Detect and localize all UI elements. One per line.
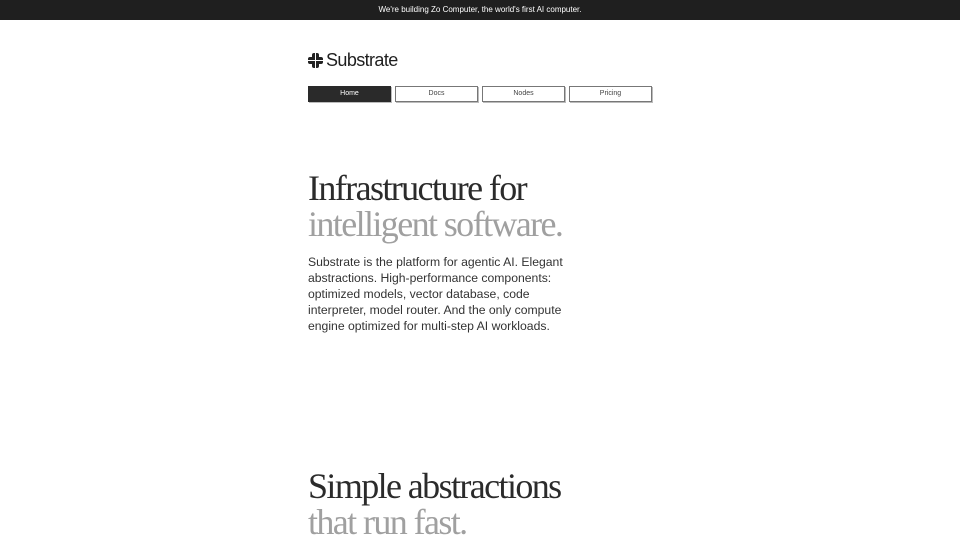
banner-text: We're building Zo Computer, the world's first AI computer.: [378, 5, 582, 14]
hero-title-line2: intelligent software.: [308, 204, 563, 244]
nav-pricing[interactable]: Pricing: [569, 86, 652, 102]
announcement-banner[interactable]: [0, 0, 960, 20]
nav-docs[interactable]: Docs: [395, 86, 478, 102]
substrate-logo-icon: [308, 53, 323, 68]
section-title: [308, 468, 561, 540]
nav-home[interactable]: Home: [308, 86, 391, 102]
brand-name: Substrate: [326, 50, 398, 70]
section-title-line1: Simple abstractions: [308, 466, 561, 506]
hero-title: [308, 170, 562, 242]
hero-title-line1: Infrastructure for: [308, 168, 527, 208]
hero-description: Substrate is the platform for agentic AI. Elegant abstractions. High-performance components: optimized models, vector database, code interpreter, model router. And the only compute engine optimized for multi-step AI workloads.: [308, 255, 563, 333]
nav-nodes[interactable]: Nodes: [482, 86, 565, 102]
main-nav: [308, 86, 652, 102]
logo[interactable]: [308, 50, 398, 71]
section-title-line2: that run fast.: [308, 502, 467, 542]
